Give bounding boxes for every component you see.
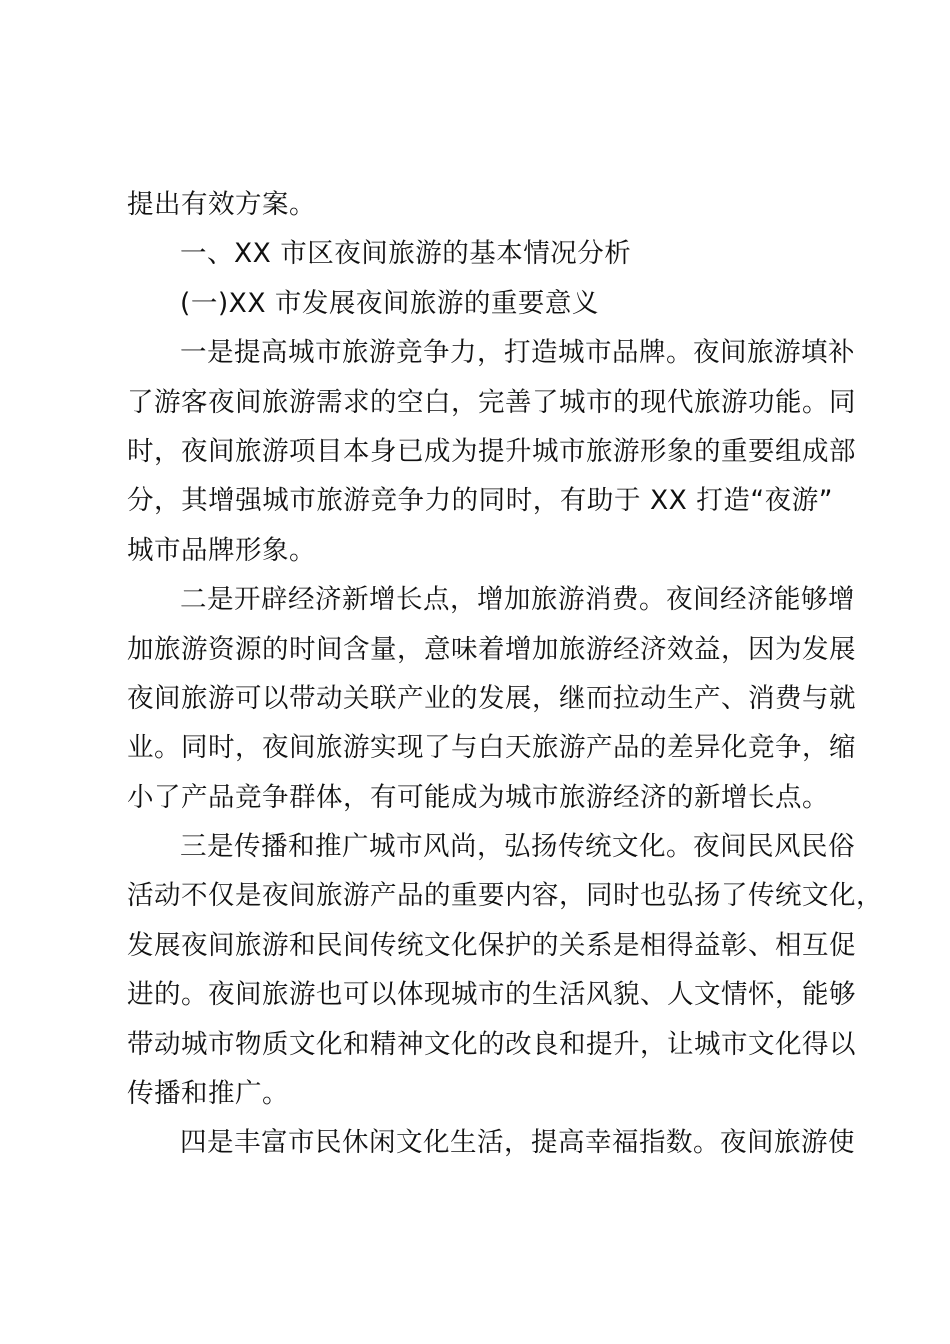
text-line: 二是开辟经济新增长点，增加旅游消费。夜间经济能够增 <box>180 584 855 616</box>
text-line: 时，夜间旅游项目本身已成为提升城市旅游形象的重要组成部 <box>127 435 856 467</box>
text-line: 三是传播和推广城市风尚，弘扬传统文化。夜间民风民俗 <box>180 831 855 863</box>
text-line: (一)XX 市发展夜间旅游的重要意义 <box>180 287 599 319</box>
text-line: 活动不仅是夜间旅游产品的重要内容，同时也弘扬了传统文化， <box>127 880 883 912</box>
text-line: 城市品牌形象。 <box>127 534 316 566</box>
text-line: 加旅游资源的时间含量，意味着增加旅游经济效益，因为发展 <box>127 633 856 665</box>
text-line: 进的。夜间旅游也可以体现城市的生活风貌、人文情怀，能够 <box>127 979 856 1011</box>
text-line: 一、XX 市区夜间旅游的基本情况分析 <box>180 238 632 270</box>
text-line: 一是提高城市旅游竞争力，打造城市品牌。夜间旅游填补 <box>180 337 855 369</box>
text-line: 传播和推广。 <box>127 1078 289 1110</box>
text-line: 四是丰富市民休闲文化生活，提高幸福指数。夜间旅游使 <box>180 1127 855 1159</box>
text-line: 发展夜间旅游和民间传统文化保护的关系是相得益彰、相互促 <box>127 929 856 961</box>
text-line: 分，其增强城市旅游竞争力的同时，有助于 XX 打造“夜游” <box>127 485 833 517</box>
body-text <box>127 180 883 1168</box>
text-line: 带动城市物质文化和精神文化的改良和提升，让城市文化得以 <box>127 1028 856 1060</box>
text-line: 业。同时，夜间旅游实现了与白天旅游产品的差异化竞争，缩 <box>127 732 856 764</box>
text-line: 了游客夜间旅游需求的空白，完善了城市的现代旅游功能。同 <box>127 386 856 418</box>
text-line: 小了产品竞争群体，有可能成为城市旅游经济的新增长点。 <box>127 781 829 813</box>
text-line: 夜间旅游可以带动关联产业的发展，继而拉动生产、消费与就 <box>127 682 856 714</box>
text-line: 提出有效方案。 <box>127 189 316 220</box>
